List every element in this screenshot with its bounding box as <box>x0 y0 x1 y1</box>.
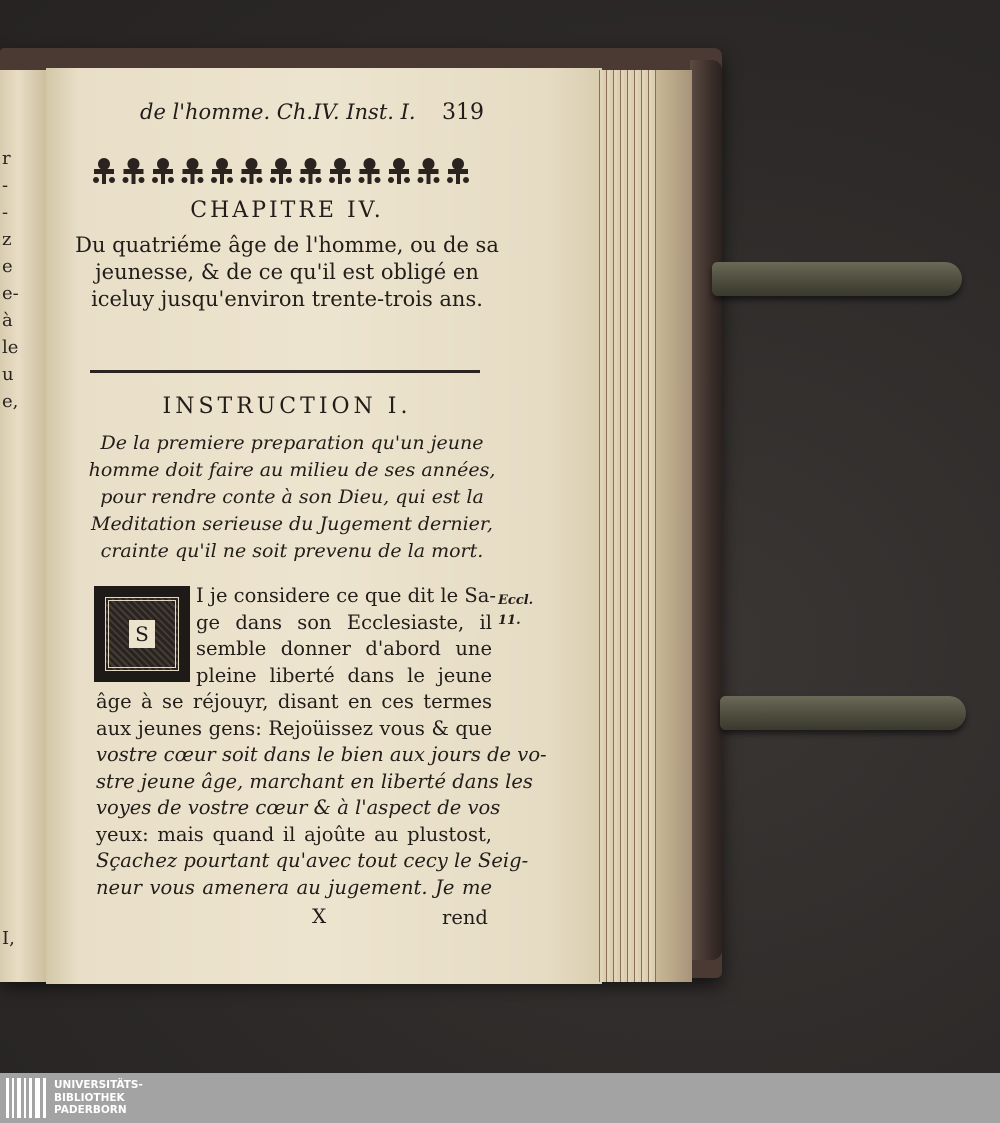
left-page-edge <box>0 70 46 982</box>
body-line: pleine liberté dans le jeune <box>196 663 492 687</box>
body-line: âge à se réjouyr, disant en ces termes <box>96 690 492 713</box>
library-name-line3: PADERBORN <box>54 1104 127 1116</box>
body-line: ge dans son Ecclesiaste, il <box>196 610 492 634</box>
left-page-fragment: - <box>2 202 9 223</box>
body-line: aux jeunes gens: Rejoüissez vous & que <box>96 716 492 740</box>
library-name-line1: UNIVERSITÄTS- <box>54 1079 143 1091</box>
chapter-title: CHAPITRE IV. <box>190 198 384 223</box>
catchword: rend <box>442 906 488 929</box>
initial-frame <box>105 597 179 671</box>
library-name-line2: BIBLIOTHEK <box>54 1091 125 1104</box>
chapter-subtitle: Du quatriéme âge de l'homme, ou de sa jeunesse, & de ce qu'il est obligé en iceluy jusqu'environ trente-trois ans. <box>75 233 499 311</box>
body-line: voyes de vostre cœur & à l'aspect de vos <box>96 796 501 819</box>
book-clasp-bottom <box>720 696 966 730</box>
library-logo-icon <box>6 1078 50 1118</box>
decorated-initial <box>94 586 190 682</box>
page-stack-edges <box>596 70 692 982</box>
page-number: 319 <box>442 100 484 125</box>
signature-mark: X <box>312 904 327 928</box>
library-name <box>54 1079 143 1117</box>
left-page-fragment: r <box>2 148 11 169</box>
margin-note-chapter: 11. <box>498 613 521 628</box>
book-fore-edge-cover <box>690 60 722 960</box>
left-page-fragment: à <box>2 310 13 331</box>
left-page-fragment: u <box>2 364 14 385</box>
library-footer <box>0 1073 1000 1123</box>
body-line: semble donner d'abord une <box>196 637 492 660</box>
body-line: I je considere ce que dit le Sa- <box>196 584 496 607</box>
left-page-fragment: e, <box>2 391 19 412</box>
body-line: neur vous amenera au jugement. Je me <box>96 875 492 899</box>
instruction-subtitle: De la premiere preparation qu'un jeune homme doit faire au milieu de ses années, pour rendre conte à son Dieu, qui est la Meditation serieuse du Jugement dernier, crainte qu'il ne soit prevenu de la mort. <box>88 432 496 562</box>
left-page-fragment: - <box>2 175 9 196</box>
instruction-title: INSTRUCTION I. <box>162 394 412 419</box>
left-page-fragment: le <box>2 337 19 358</box>
left-page-fragment: e <box>2 256 13 277</box>
body-line: vostre cœur soit dans le bien aux jours de vo- <box>96 743 547 766</box>
body-line: yeux: mais quand il ajoûte au plustost, <box>96 822 492 846</box>
margin-note-book: Eccl. <box>498 593 534 608</box>
book-clasp-top <box>712 262 962 296</box>
running-head: de l'homme. Ch.IV. Inst. I. <box>140 100 416 124</box>
left-page-fragment: z <box>2 229 12 250</box>
left-page-fragment: I, <box>2 928 15 949</box>
body-line: stre jeune âge, marchant en liberté dans les <box>96 769 533 793</box>
body-line: Sçachez pourtant qu'avec tout cecy le Seig- <box>96 849 529 872</box>
ornamental-band <box>90 152 484 186</box>
initial-letter: S <box>129 620 155 648</box>
left-page-fragment: e- <box>2 283 19 304</box>
divider-rule <box>90 370 480 373</box>
